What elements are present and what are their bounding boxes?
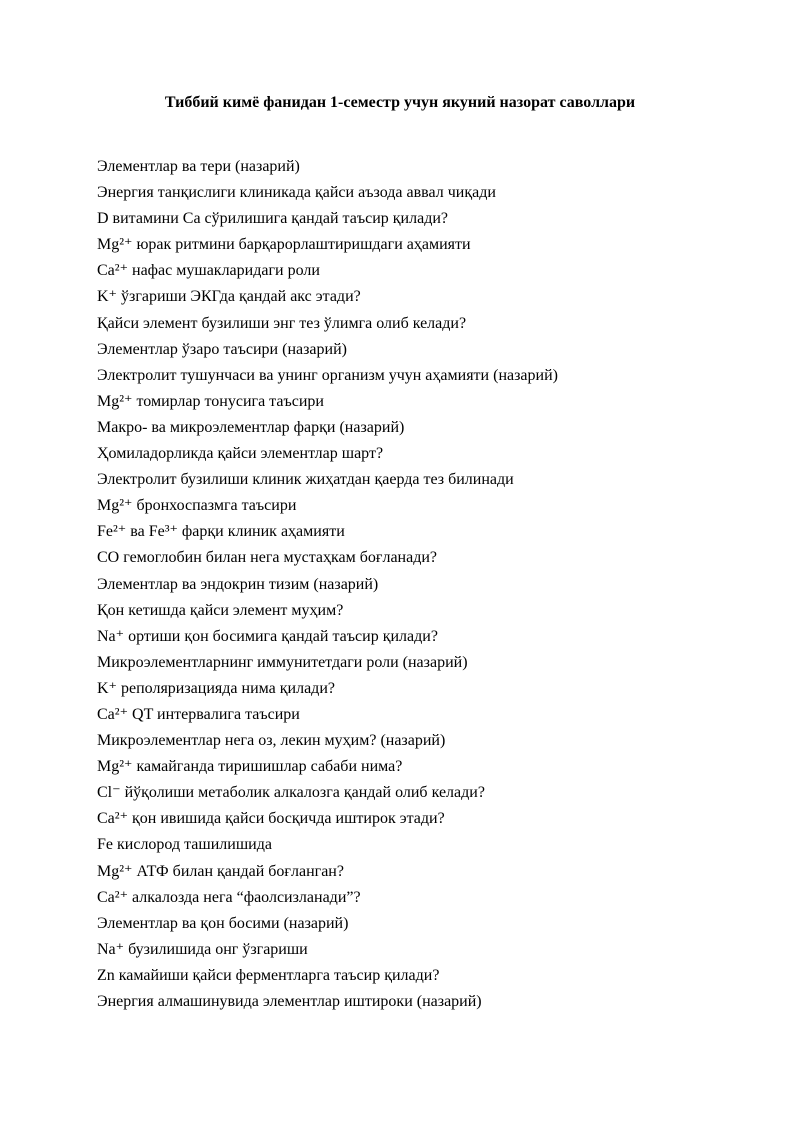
question-item: Макро- ва микроэлементлар фарқи (назарий): [97, 418, 405, 436]
question-item: Fe²⁺ ва Fe³⁺ фарқи клиник аҳамияти: [97, 523, 345, 541]
question-item: Zn камайиши қайси ферментларга таъсир қилади?: [97, 966, 440, 984]
question-item: Mg²⁺ бронхоспазмга таъсири: [97, 497, 297, 515]
question-item: Ҳомиладорликда қайси элементлар шарт?: [97, 445, 384, 463]
question-item: K⁺ ўзгариши ЭКГда қандай акс этади?: [97, 288, 361, 306]
question-item: Fe кислород ташилишида: [97, 836, 272, 854]
question-item: Микроэлементлар нега оз, лекин муҳим? (назарий): [97, 732, 446, 750]
question-item: Mg²⁺ томирлар тонусига таъсири: [97, 392, 324, 410]
question-item: Энергия алмашинувида элементлар иштироки (назарий): [97, 993, 482, 1010]
question-item: Mg²⁺ юрак ритмини барқарорлаштиришдаги аҳамияти: [97, 236, 471, 254]
question-item: Электролит тушунчаси ва унинг организм учун аҳамияти (назарий): [97, 366, 558, 384]
question-item: Ca²⁺ алкалозда нега “фаолсизланади”?: [97, 888, 361, 906]
question-list: [97, 155, 558, 1016]
question-item: Ca²⁺ нафас мушакларидаги роли: [97, 262, 320, 280]
question-item: Микроэлементларнинг иммунитетдаги роли (назарий): [97, 653, 468, 671]
question-item: Элементлар ва эндокрин тизим (назарий): [97, 575, 379, 593]
question-item: Na⁺ бузилишида онг ўзгариши: [97, 940, 308, 958]
question-item: Элементлар ва қон босими (назарий): [97, 914, 349, 932]
question-item: CO гемоглобин билан нега мустаҳкам боғланади?: [97, 549, 438, 567]
question-item: Cl⁻ йўқолиши метаболик алкалозга қандай олиб келади?: [97, 784, 485, 802]
question-item: Электролит бузилиши клиник жиҳатдан қаерда тез билинади: [97, 471, 514, 489]
question-item: Қайси элемент бузилиши энг тез ўлимга олиб келади?: [97, 314, 467, 332]
question-item: Na⁺ ортиши қон босимига қандай таъсир қилади?: [97, 627, 438, 645]
question-item: Энергия танқислиги клиникада қайси аъзода аввал чиқади: [97, 184, 496, 202]
question-item: D витамини Ca сўрилишига қандай таъсир қилади?: [97, 210, 448, 228]
question-item: Қон кетишда қайси элемент муҳим?: [97, 601, 344, 619]
question-item: Элементлар ўзаро таъсири (назарий): [97, 340, 347, 358]
question-item: K⁺ реполяризацияда нима қилади?: [97, 679, 335, 697]
question-item: Элементлар ва тери (назарий): [97, 158, 300, 175]
question-item: Mg²⁺ АТФ билан қандай боғланган?: [97, 862, 344, 880]
document-title: Тиббий кимё фанидан 1-семестр учун якуний назорат саволлари: [164, 94, 636, 111]
question-item: Ca²⁺ QT интервалига таъсири: [97, 705, 300, 723]
question-item: Mg²⁺ камайганда тиришишлар сабаби нима?: [97, 758, 403, 776]
question-item: Ca²⁺ қон ивишида қайси босқичда иштирок этади?: [97, 810, 445, 828]
